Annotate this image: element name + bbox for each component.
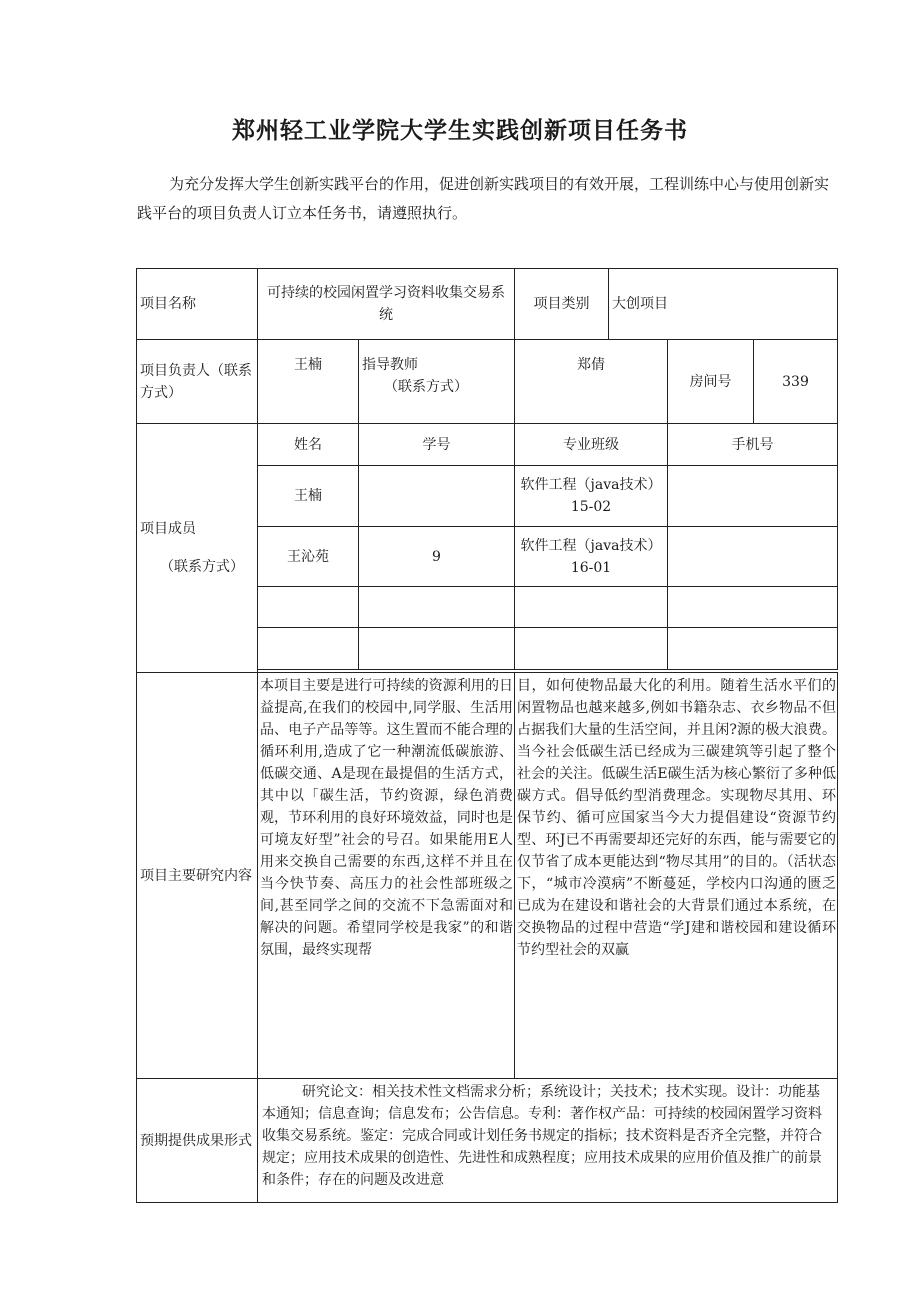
outcome-row xyxy=(137,1079,838,1203)
research-label: 项目主要研究内容 xyxy=(137,673,258,1079)
advisor-contact-label: （联系方式） xyxy=(384,379,468,395)
member-class: 软件工程（java技术）16-01 xyxy=(515,527,668,587)
member-id xyxy=(359,587,515,628)
project-leader-row xyxy=(137,340,838,424)
advisor-value: 郑倩 xyxy=(515,340,668,424)
project-category-label: 项目类别 xyxy=(515,269,609,340)
room-label: 房间号 xyxy=(668,340,754,424)
intro-paragraph: 为充分发挥大学生创新实践平台的作用，促进创新实践项目的有效开展，工程训练中心与使用创新实践平台的项目负责人订立本任务书，请遵照执行。 xyxy=(137,175,830,222)
outcome-label: 预期提供成果形式 xyxy=(137,1079,258,1203)
research-text-right: 目，如何使物品最大化的利用。随着生活水平们的闲置物品也越来越多,例如书籍杂志、衣乡物品不但占据我们大量的生活空间，并且闲?源的极大浪费。当今社会低碳生活已经成为三碳建筑等引起了整个社会的关注。低碳生活E碳生活为核心繁衍了多种低碳方式。倡导低约型消费理念。实现物尽其用、环保节约、循可应国家当今大力提倡建设“资源节约型、环J已不再需要却还完好的东西，能与需要它的仅节省了成本更能达到“物尽其用”的目的。（活状态下，“城市冷漠病”不断蔓延，学校内口沟通的匮乏已成为在建设和谐社会的大背景们通过本系统，在交换物品的过程中营造“学J建和谐校园和建设循环节约型社会的双赢 xyxy=(515,673,838,1079)
task-table xyxy=(136,268,838,1203)
project-name-value: 可持续的校园闲置学习资料收集交易系统 xyxy=(258,269,515,340)
members-contact-label: （联系方式） xyxy=(160,559,244,575)
project-leader-value: 王楠 xyxy=(258,340,359,424)
header-phone: 手机号 xyxy=(668,424,838,466)
project-name-label: 项目名称 xyxy=(137,269,258,340)
member-class xyxy=(515,628,668,670)
research-text-left: 本项目主要是进行可持续的资源利用的日益提高,在我们的校园中,同学服、生活用品、电子产品等等。这生置而不能合理的循环利用,造成了它一种潮流低碳旅游、低碳交通、A是现在最提倡的生活方式，其中以「碳生活，节约资源，绿色消费观，节环利用的良好环境效益，同时也是可境友好型”社会的号召。如果能用E人用来交换自己需要的东西,这样不并且在当今快节奏、高压力的社会性部班级之间,甚至同学之间的交流不下急需面对和解决的问题。希望同学校是我家”的和谐氛围，最终实现帮 xyxy=(258,673,515,1079)
member-phone xyxy=(668,587,838,628)
member-class: 软件工程（java技术）15-02 xyxy=(515,466,668,527)
member-id: 9 xyxy=(359,527,515,587)
member-phone xyxy=(668,466,838,527)
header-class: 专业班级 xyxy=(515,424,668,466)
member-name xyxy=(258,628,359,670)
project-name-row xyxy=(137,269,838,340)
member-name xyxy=(258,587,359,628)
advisor-label-cell xyxy=(359,340,515,424)
room-value: 339 xyxy=(754,340,838,424)
advisor-label: 指导教师 xyxy=(362,357,418,373)
member-name: 王楠 xyxy=(258,466,359,527)
page-title: 郑州轻工业学院大学生实践创新项目任务书 xyxy=(232,118,688,144)
members-label-cell xyxy=(137,424,258,673)
member-phone xyxy=(668,527,838,587)
header-student-id: 学号 xyxy=(359,424,515,466)
project-category-value: 大创项目 xyxy=(609,269,838,340)
member-id xyxy=(359,628,515,670)
member-phone xyxy=(668,628,838,670)
project-leader-label: 项目负责人（联系方式） xyxy=(137,340,258,424)
member-class xyxy=(515,587,668,628)
members-label: 项目成员 xyxy=(140,521,196,537)
members-header-row xyxy=(137,424,838,466)
member-name: 王沁苑 xyxy=(258,527,359,587)
header-name: 姓名 xyxy=(258,424,359,466)
member-id xyxy=(359,466,515,527)
outcome-text: 研究论文：相关技术性文档需求分析；系统设计；关技术；技术实现。设计：功能基本通知；信息查询；信息发布；公告信息。专利：著作权产品：可持续的校园闲置学习资料收集交易系统。鉴定：完成合同或计划任务书规定的指标；技术资料是否齐全完整，并符合规定；应用技术成果的创造性、先进性和成熟程度；应用技术成果的应用价值及推广的前景和条件；存在的问题及改进意 xyxy=(258,1079,838,1203)
research-row xyxy=(137,673,838,1079)
